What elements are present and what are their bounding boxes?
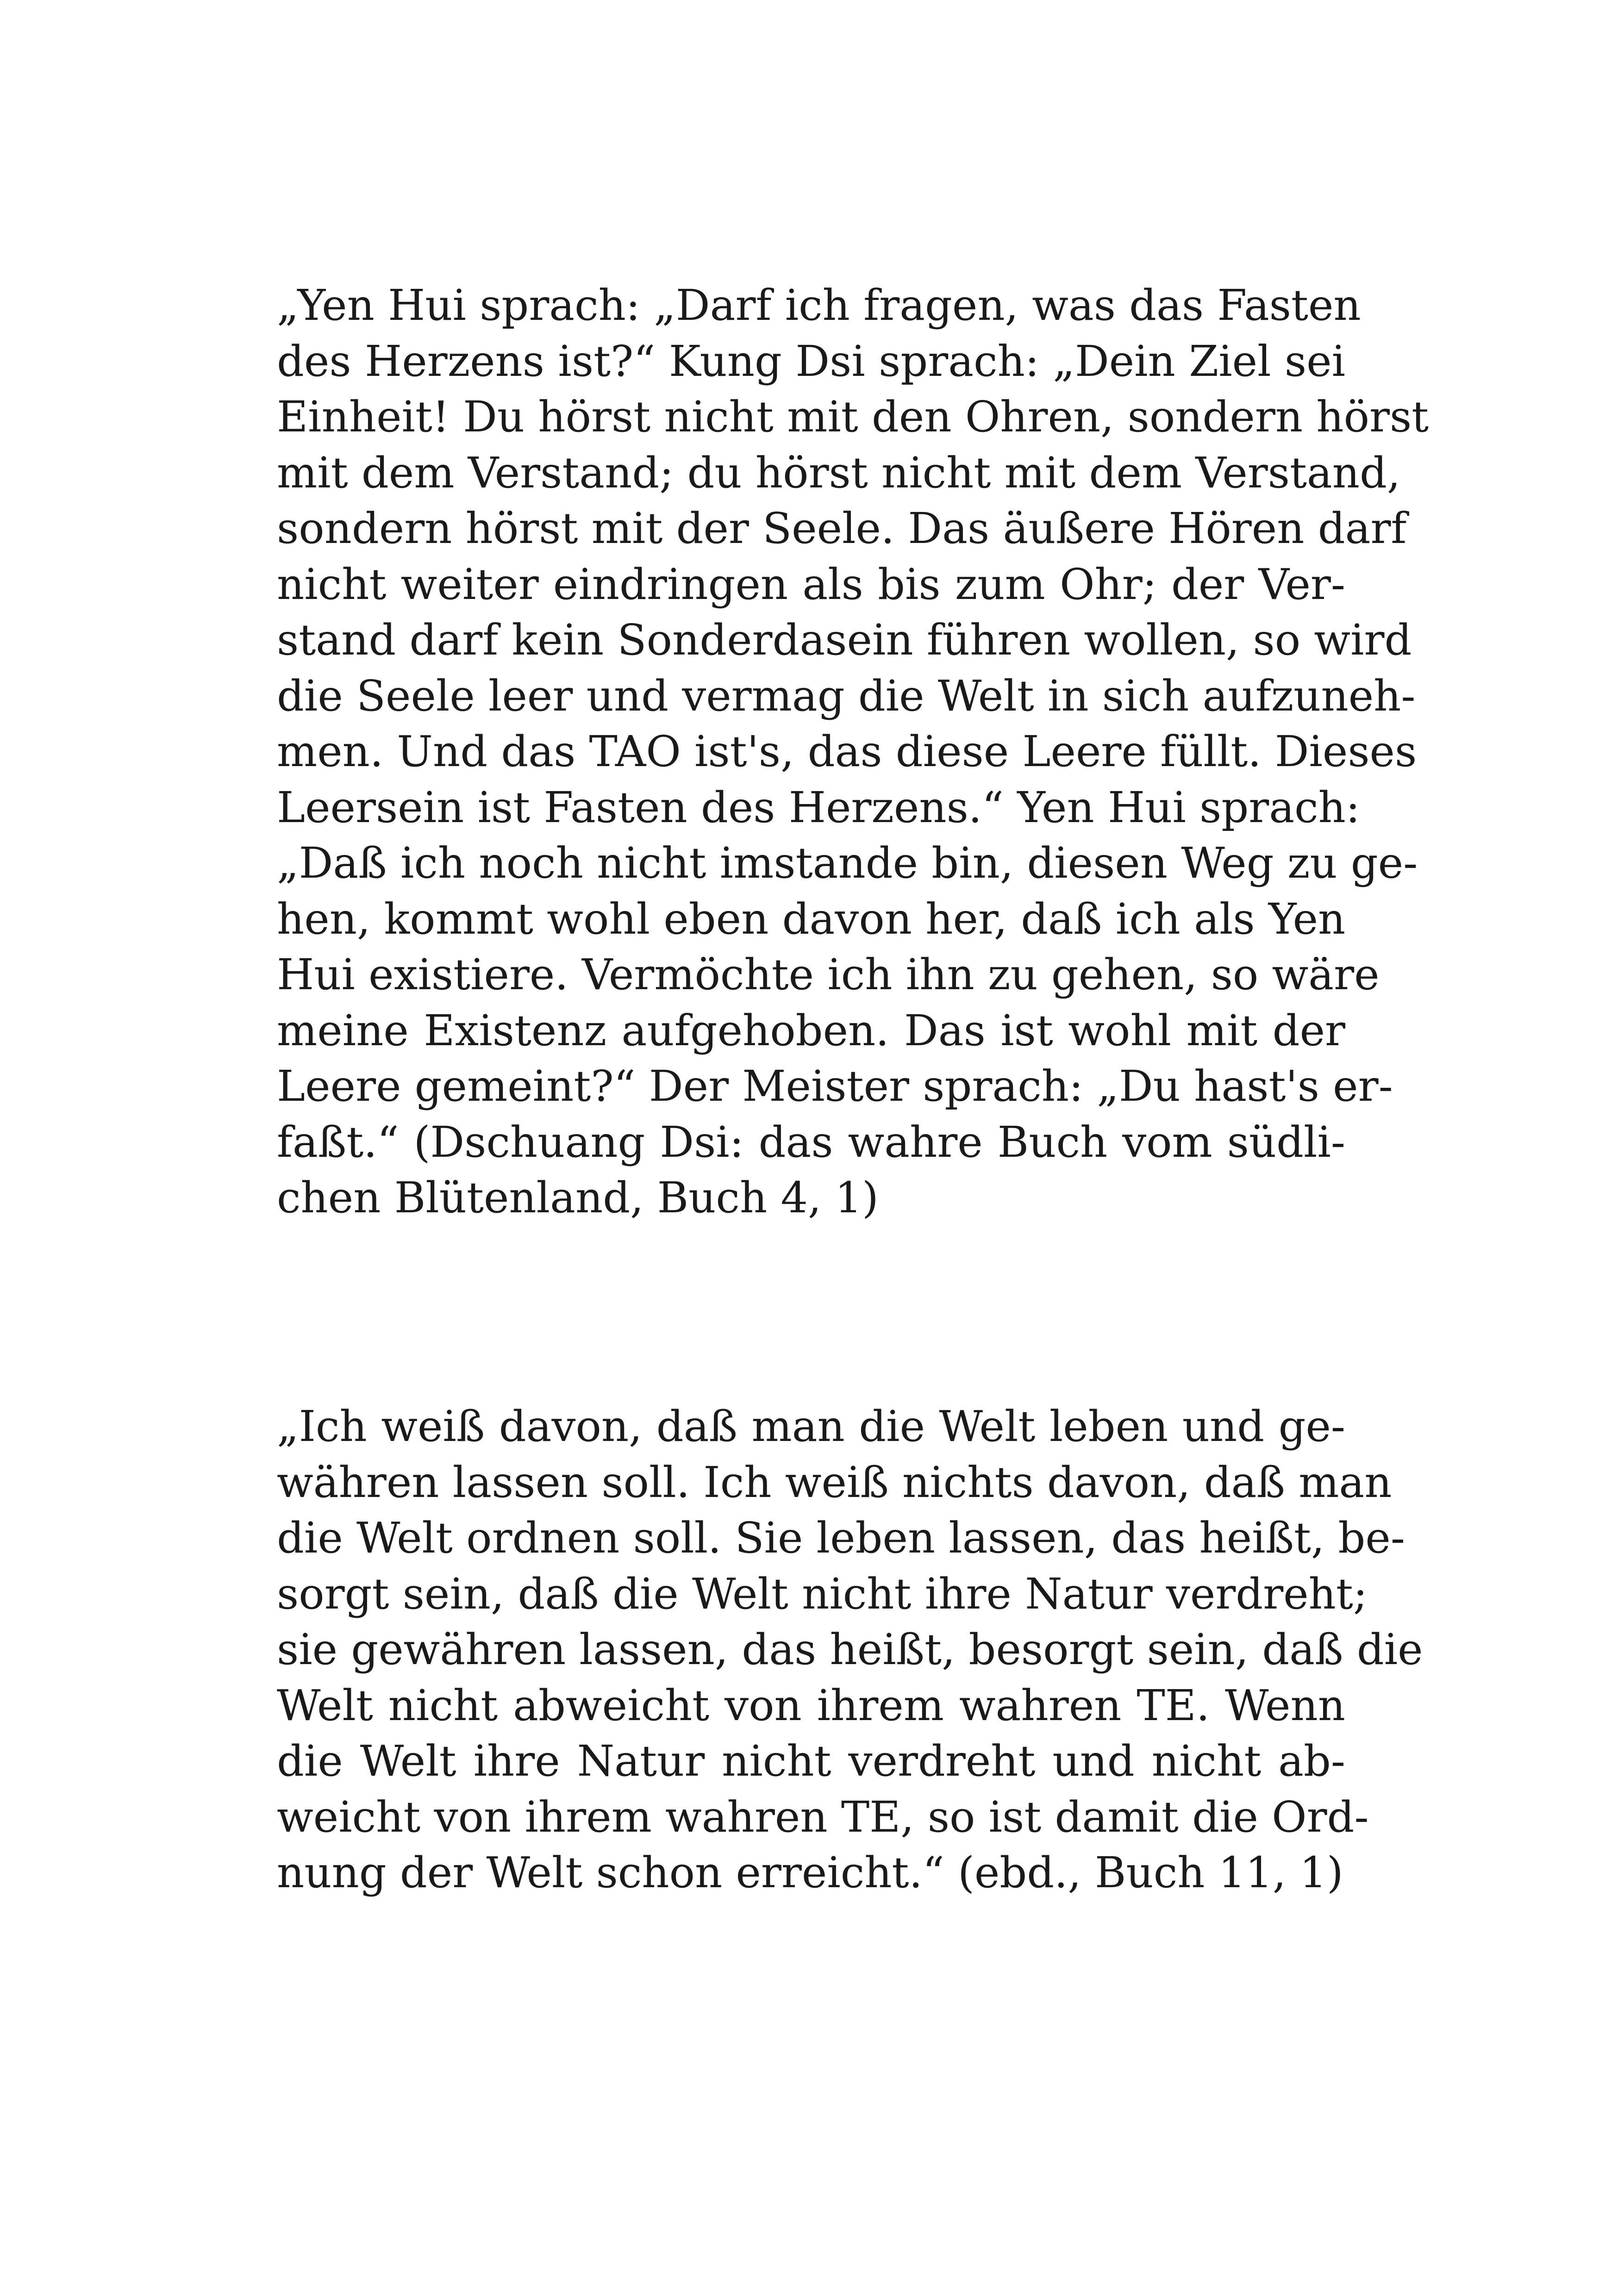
text-line: währen lassen soll. Ich weiß nichts davon, daß man (277, 1457, 1392, 1507)
text-line: meine Existenz aufgehoben. Das ist wohl mit der (277, 1005, 1345, 1055)
text-line: stand darf kein Sonderdasein führen wollen, so wird (277, 615, 1412, 665)
text-line: die Welt ihre Natur nicht verdreht und nicht ab- (277, 1736, 1345, 1786)
text-line: die Seele leer und vermag die Welt in sich aufzuneh- (277, 671, 1416, 721)
text-line: Hui existiere. Vermöchte ich ihn zu gehen, so wäre (277, 950, 1380, 999)
text-line: Leersein ist Fasten des Herzens.“ Yen Hui sprach: (277, 782, 1360, 832)
text-line: nung der Welt schon erreicht.“ (ebd., Buch 11, 1) (277, 1848, 1343, 1897)
text-line: Einheit! Du hörst nicht mit den Ohren, sondern hörst (277, 392, 1429, 442)
text-line: mit dem Verstand; du hörst nicht mit dem Verstand, (277, 448, 1401, 498)
text-line: „Daß ich noch nicht imstande bin, diesen Weg zu ge- (277, 838, 1418, 888)
quote-paragraph-ebd-book-11 (277, 1399, 1423, 1901)
text-line: faßt.“ (Dschuang Dsi: das wahre Buch vom südli- (277, 1117, 1345, 1167)
text-line: hen, kommt wohl eben davon her, daß ich als Yen (277, 894, 1346, 944)
text-line: chen Blütenland, Buch 4, 1) (277, 1173, 879, 1222)
text-line: Welt nicht abweicht von ihrem wahren TE. Wenn (277, 1680, 1345, 1730)
text-line: nicht weiter eindringen als bis zum Ohr; der Ver- (277, 559, 1345, 609)
text-line: „Ich weiß davon, daß man die Welt leben und ge- (277, 1402, 1345, 1451)
text-line: sorgt sein, daß die Welt nicht ihre Natur verdreht; (277, 1569, 1368, 1619)
text-line: des Herzens ist?“ Kung Dsi sprach: „Dein Ziel sei (277, 336, 1345, 386)
text-line: die Welt ordnen soll. Sie leben lassen, das heißt, be- (277, 1513, 1405, 1563)
text-line: weicht von ihrem wahren TE, so ist damit die Ord- (277, 1792, 1369, 1842)
text-line: men. Und das TAO ist's, das diese Leere füllt. Dieses (277, 727, 1417, 776)
text-line: sie gewähren lassen, das heißt, besorgt sein, daß die (277, 1625, 1423, 1674)
text-line: Leere gemeint?“ Der Meister sprach: „Du hast's er- (277, 1061, 1393, 1111)
text-line: sondern hörst mit der Seele. Das äußere Hören darf (277, 504, 1407, 553)
text-line: „Yen Hui sprach: „Darf ich fragen, was das Fasten (277, 281, 1361, 330)
quote-paragraph-dschuang-dsi-book-4 (277, 278, 1429, 1226)
